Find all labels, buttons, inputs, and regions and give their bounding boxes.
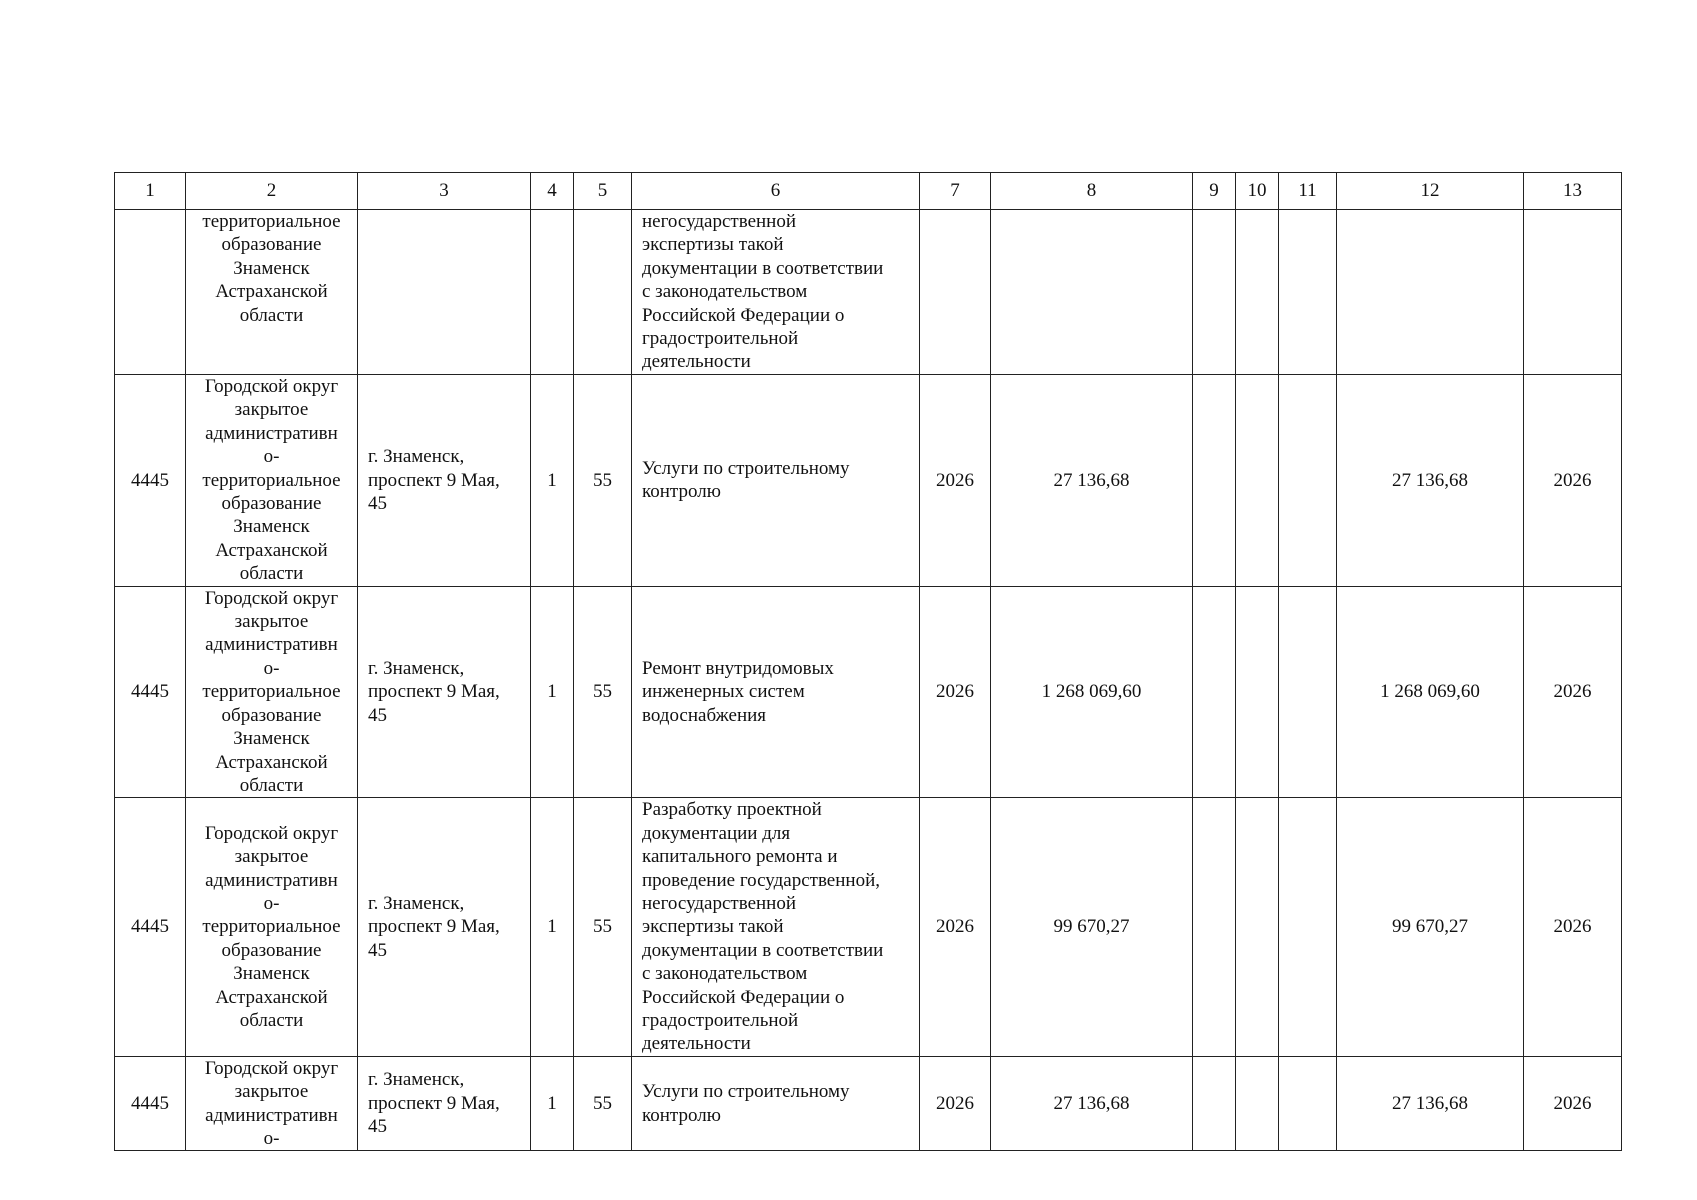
cell-col5: 55 bbox=[574, 586, 632, 798]
cell-col11 bbox=[1279, 375, 1337, 587]
cell-cost: 1 268 069,60 bbox=[991, 586, 1193, 798]
cell-col11 bbox=[1279, 1056, 1337, 1151]
column-header: 6 bbox=[632, 173, 920, 210]
cell-col9 bbox=[1193, 586, 1236, 798]
cell-cost-total: 99 670,27 bbox=[1337, 798, 1524, 1056]
column-header: 5 bbox=[574, 173, 632, 210]
table-row bbox=[115, 375, 1622, 587]
column-header: 7 bbox=[920, 173, 991, 210]
cell-cost-total: 27 136,68 bbox=[1337, 1056, 1524, 1151]
cell-year: 2026 bbox=[920, 375, 991, 587]
column-header: 2 bbox=[186, 173, 358, 210]
cell-municipality: Городской округ закрытое административн о- территориальное образование Знаменск Астраханской области bbox=[186, 798, 358, 1056]
cell-col9 bbox=[1193, 210, 1236, 375]
cell-end-year bbox=[1524, 210, 1622, 375]
cell-col5 bbox=[574, 210, 632, 375]
cell-row-number: 4445 bbox=[115, 1056, 186, 1151]
program-table bbox=[114, 172, 1622, 1151]
cell-row-number: 4445 bbox=[115, 375, 186, 587]
cell-work-description: Ремонт внутридомовых инженерных систем водоснабжения bbox=[632, 586, 920, 798]
cell-cost bbox=[991, 210, 1193, 375]
column-header: 11 bbox=[1279, 173, 1337, 210]
cell-col11 bbox=[1279, 210, 1337, 375]
cell-work-description: негосударственной экспертизы такой документации в соответствии с законодательством Российской Федерации о градостроительной деятельности bbox=[632, 210, 920, 375]
cell-year: 2026 bbox=[920, 798, 991, 1056]
cell-end-year: 2026 bbox=[1524, 586, 1622, 798]
cell-col5: 55 bbox=[574, 375, 632, 587]
cell-row-number: 4445 bbox=[115, 586, 186, 798]
cell-col10 bbox=[1236, 210, 1279, 375]
column-header: 1 bbox=[115, 173, 186, 210]
cell-col10 bbox=[1236, 586, 1279, 798]
cell-cost-total bbox=[1337, 210, 1524, 375]
cell-col5: 55 bbox=[574, 798, 632, 1056]
cell-address bbox=[358, 210, 531, 375]
cell-cost-total: 1 268 069,60 bbox=[1337, 586, 1524, 798]
cell-address: г. Знаменск, проспект 9 Мая, 45 bbox=[358, 586, 531, 798]
table-row bbox=[115, 210, 1622, 375]
cell-municipality: Городской округ закрытое административн о- территориальное образование Знаменск Астраханской области bbox=[186, 586, 358, 798]
cell-cost: 27 136,68 bbox=[991, 1056, 1193, 1151]
column-header: 9 bbox=[1193, 173, 1236, 210]
cell-work-description: Услуги по строительному контролю bbox=[632, 375, 920, 587]
cell-col9 bbox=[1193, 375, 1236, 587]
cell-end-year: 2026 bbox=[1524, 1056, 1622, 1151]
cell-year: 2026 bbox=[920, 586, 991, 798]
column-header: 8 bbox=[991, 173, 1193, 210]
cell-end-year: 2026 bbox=[1524, 798, 1622, 1056]
cell-work-description: Разработку проектной документации для капитального ремонта и проведение государственной, негосударственной экспертизы такой документации в соответствии с законодательством Российской Федерации о градостроительной деятельности bbox=[632, 798, 920, 1056]
cell-row-number: 4445 bbox=[115, 798, 186, 1056]
cell-address: г. Знаменск, проспект 9 Мая, 45 bbox=[358, 1056, 531, 1151]
cell-address: г. Знаменск, проспект 9 Мая, 45 bbox=[358, 798, 531, 1056]
cell-col4: 1 bbox=[531, 375, 574, 587]
cell-col4: 1 bbox=[531, 798, 574, 1056]
cell-col10 bbox=[1236, 1056, 1279, 1151]
cell-col10 bbox=[1236, 375, 1279, 587]
cell-col9 bbox=[1193, 1056, 1236, 1151]
table-row bbox=[115, 798, 1622, 1056]
cell-cost: 99 670,27 bbox=[991, 798, 1193, 1056]
column-header: 13 bbox=[1524, 173, 1622, 210]
cell-municipality: Городской округ закрытое административн о- bbox=[186, 1056, 358, 1151]
cell-address: г. Знаменск, проспект 9 Мая, 45 bbox=[358, 375, 531, 587]
cell-col10 bbox=[1236, 798, 1279, 1056]
cell-work-description: Услуги по строительному контролю bbox=[632, 1056, 920, 1151]
cell-row-number bbox=[115, 210, 186, 375]
cell-cost-total: 27 136,68 bbox=[1337, 375, 1524, 587]
cell-col4: 1 bbox=[531, 586, 574, 798]
table-row bbox=[115, 1056, 1622, 1151]
header-row bbox=[115, 173, 1622, 210]
column-header: 12 bbox=[1337, 173, 1524, 210]
column-header: 3 bbox=[358, 173, 531, 210]
cell-year bbox=[920, 210, 991, 375]
cell-municipality: Городской округ закрытое административн о- территориальное образование Знаменск Астраханской области bbox=[186, 375, 358, 587]
cell-col11 bbox=[1279, 798, 1337, 1056]
cell-col4 bbox=[531, 210, 574, 375]
cell-col4: 1 bbox=[531, 1056, 574, 1151]
cell-col11 bbox=[1279, 586, 1337, 798]
cell-year: 2026 bbox=[920, 1056, 991, 1151]
cell-col5: 55 bbox=[574, 1056, 632, 1151]
cell-municipality: территориальное образование Знаменск Астраханской области bbox=[186, 210, 358, 375]
cell-cost: 27 136,68 bbox=[991, 375, 1193, 587]
cell-end-year: 2026 bbox=[1524, 375, 1622, 587]
column-header: 4 bbox=[531, 173, 574, 210]
cell-col9 bbox=[1193, 798, 1236, 1056]
table-row bbox=[115, 586, 1622, 798]
column-header: 10 bbox=[1236, 173, 1279, 210]
